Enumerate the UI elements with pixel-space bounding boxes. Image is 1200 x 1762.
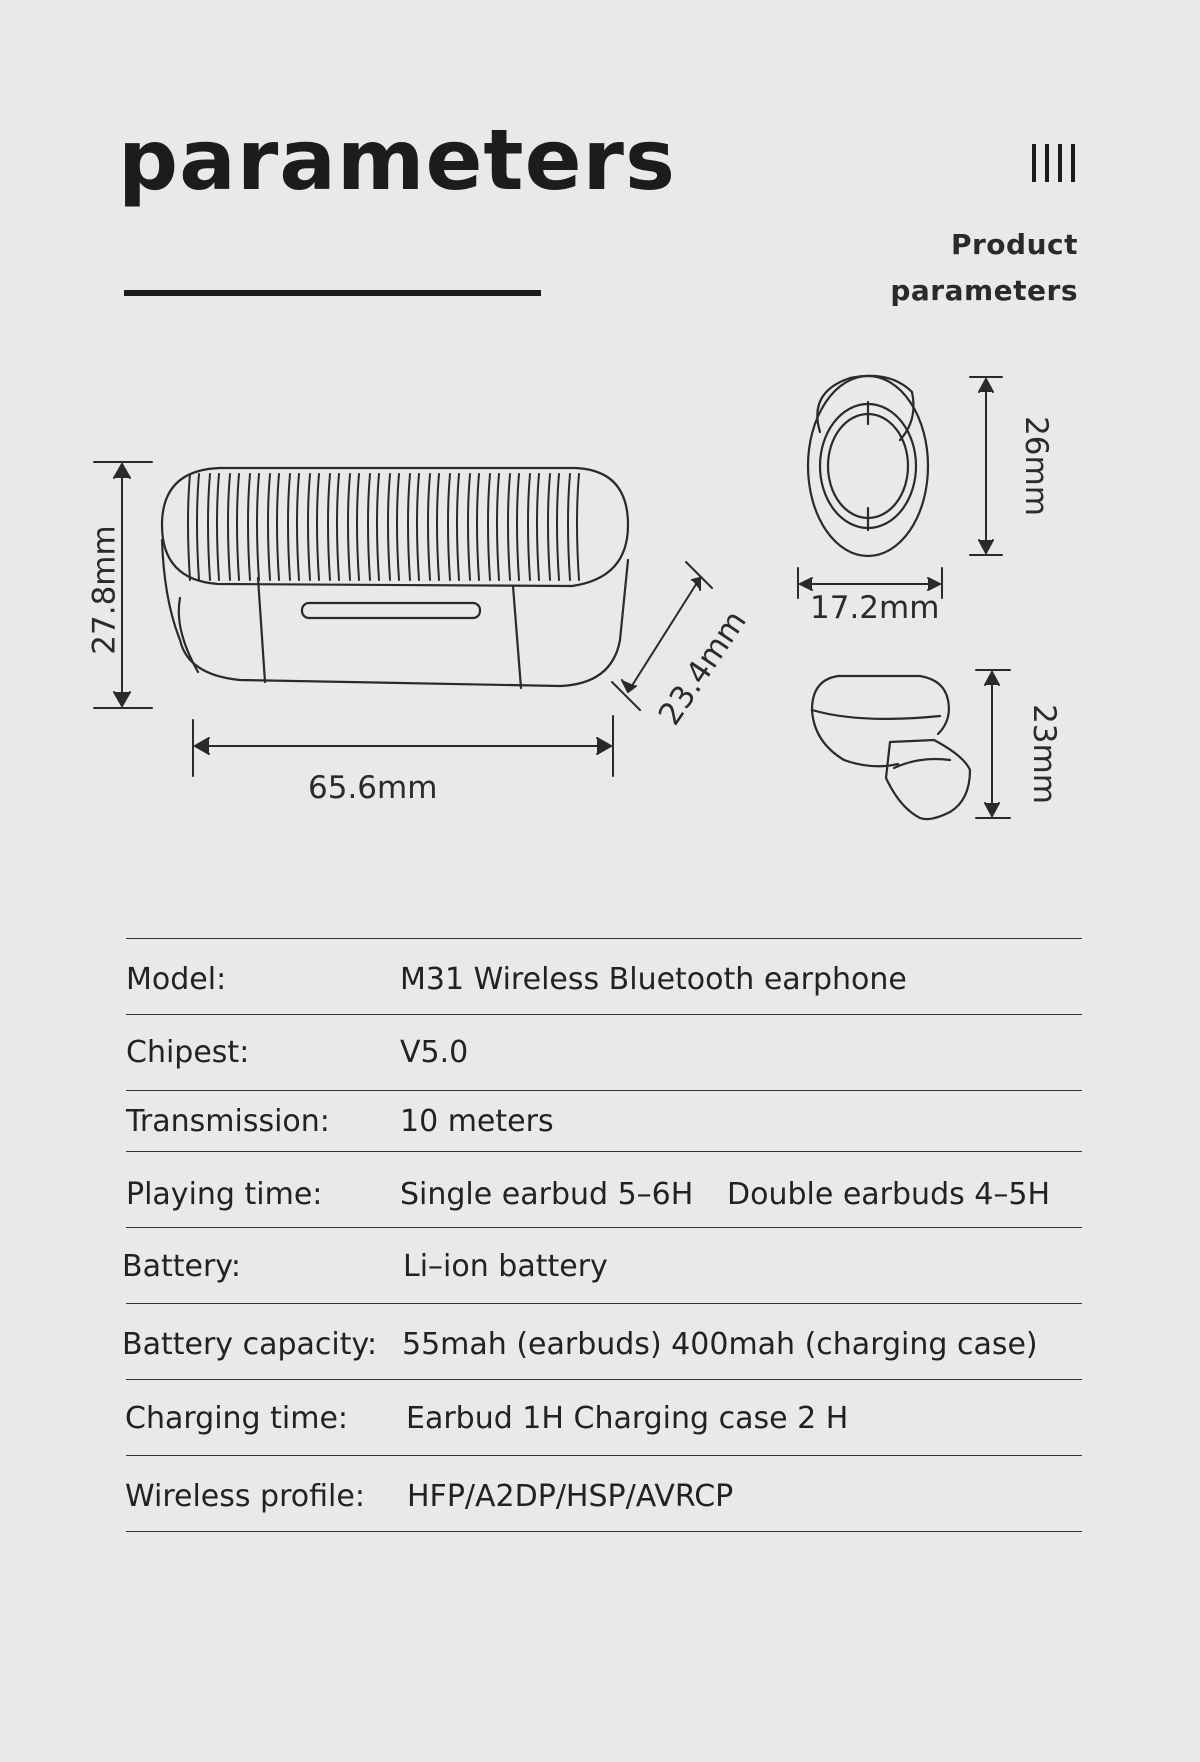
- spec-label: Model:: [126, 962, 227, 997]
- earbud-width-label: 17.2mm: [810, 590, 940, 626]
- case-rib: [308, 474, 319, 580]
- case-width-dimension: [193, 716, 613, 776]
- case-rib: [228, 474, 239, 580]
- spec-value: V5.0: [400, 1035, 469, 1070]
- case-rib: [528, 474, 539, 580]
- spec-value-secondary: Double earbuds 4–5H: [727, 1177, 1051, 1212]
- case-rib: [188, 474, 199, 580]
- spec-label: Wireless profile:: [125, 1479, 365, 1514]
- spec-label: Chipest:: [126, 1035, 250, 1070]
- spec-value: HFP/A2DP/HSP/AVRCP: [407, 1479, 734, 1514]
- case-rib: [548, 474, 559, 580]
- case-rib: [508, 474, 519, 580]
- case-rib: [468, 474, 479, 580]
- spec-row-transmission: [126, 1091, 1082, 1152]
- spec-value: 10 meters: [400, 1104, 554, 1139]
- case-rib: [488, 474, 499, 580]
- case-rib: [208, 474, 219, 580]
- case-rib: [248, 474, 259, 580]
- case-width-label: 65.6mm: [308, 770, 438, 806]
- spec-row-battery-capacity: [122, 1304, 1082, 1380]
- case-rib: [328, 474, 339, 580]
- spec-row-charging-time: [126, 1380, 1082, 1456]
- case-rib: [408, 474, 419, 580]
- page-title: parameters: [118, 111, 676, 209]
- case-rib: [568, 474, 579, 580]
- earbud-side-view: [812, 676, 970, 819]
- spec-label: Battery capacity:: [122, 1327, 378, 1362]
- earbud-height-label: 26mm: [1017, 416, 1054, 516]
- spec-row-playing-time: [126, 1152, 1082, 1228]
- spec-value: Li–ion battery: [403, 1249, 608, 1284]
- case-rib: [368, 474, 379, 580]
- spec-label: Charging time:: [125, 1401, 349, 1436]
- subtitle-line-1: Product: [950, 228, 1078, 261]
- spec-value: M31 Wireless Bluetooth earphone: [400, 962, 907, 997]
- case-rib: [428, 474, 439, 580]
- earbud-front-view: [808, 376, 928, 556]
- spec-row-battery: [122, 1228, 1082, 1304]
- spec-value: Earbud 1H Charging case 2 H: [406, 1401, 849, 1436]
- subtitle-line-2: parameters: [890, 274, 1078, 307]
- earbud-depth-label: 23mm: [1025, 704, 1062, 804]
- spec-row-chipset: [126, 1015, 1082, 1091]
- spec-label: Playing time:: [126, 1177, 323, 1212]
- case-rib: [288, 474, 299, 580]
- case-rib: [348, 474, 359, 580]
- case-rib: [448, 474, 459, 580]
- spec-value: 55mah (earbuds) 400mah (charging case): [402, 1327, 1038, 1362]
- case-height-label: 27.8mm: [86, 525, 123, 655]
- spec-value: Single earbud 5–6H: [400, 1177, 694, 1212]
- spec-table: [122, 938, 1082, 1532]
- case-rib: [388, 474, 399, 580]
- earbud-height-dimension: [970, 377, 1002, 555]
- case-rib: [268, 474, 279, 580]
- spec-row-model: [126, 939, 1082, 1015]
- spec-label: Transmission:: [126, 1104, 330, 1139]
- spec-label: Battery:: [122, 1249, 241, 1284]
- spec-row-wireless-profile: [126, 1456, 1082, 1532]
- case-depth-label: 23.4mm: [651, 604, 754, 732]
- charging-case-illustration: [162, 468, 628, 688]
- earbud-depth-dimension: [976, 670, 1010, 818]
